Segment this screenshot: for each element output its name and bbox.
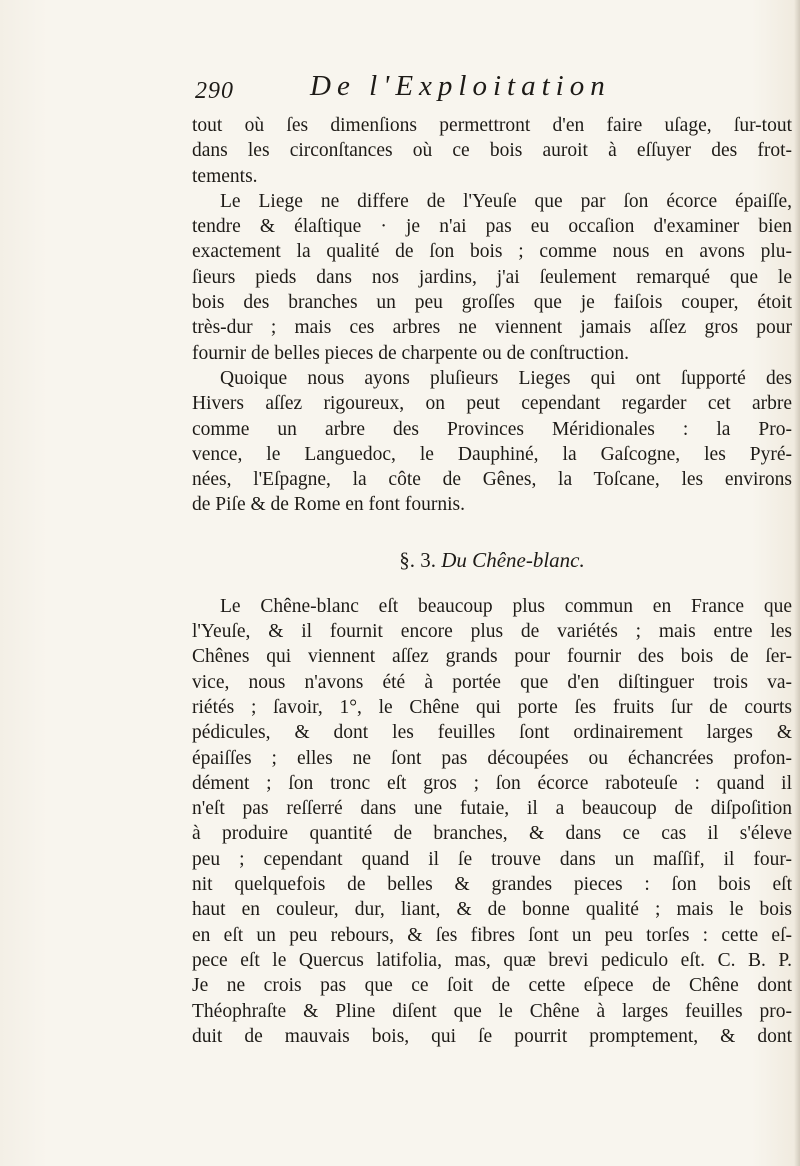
text-line: fournir de belles pieces de charpente ou de conſtruction. <box>192 342 629 364</box>
text-line: haut en couleur, dur, liant, & de bonne qualité ; mais le bois <box>192 899 792 921</box>
text-line: nées, l'Eſpagne, la côte de Gênes, la Toſcane, les environs <box>192 469 792 491</box>
text-line: ſieurs pieds dans nos jardins, j'ai ſeulement remarqué que le <box>192 266 792 288</box>
text-line: vice, nous n'avons été à portée que d'en diſtinguer trois va- <box>192 671 792 693</box>
paragraph-2 <box>192 189 792 366</box>
text-line: comme un arbre des Provinces Méridionales : la Pro- <box>192 418 792 440</box>
text-line: tendre & élaſtique · je n'ai pas eu occaſion d'examiner bien <box>192 216 792 238</box>
page-edge-shadow <box>794 0 800 1166</box>
running-head-title: De l'Exploitation <box>310 70 611 102</box>
text-line: Chênes qui viennent aſſez grands pour fournir des bois de ſer- <box>192 646 792 668</box>
section-title: Du Chêne-blanc. <box>441 547 585 572</box>
section-number: §. 3. <box>399 547 437 572</box>
section-heading <box>192 530 792 590</box>
text-line: bois des branches un peu groſſes que je faiſois couper, étoit <box>192 292 792 314</box>
text-line: Théophraſte & Pline diſent que le Chêne à larges feuilles pro- <box>192 1000 792 1022</box>
text-line: nit quelquefois de belles & grandes pieces : ſon bois eſt <box>192 874 792 896</box>
text-line: duit de mauvais bois, qui ſe pourrit promptement, & dont <box>192 1025 792 1047</box>
body-text <box>192 113 792 1049</box>
running-head <box>195 70 715 110</box>
text-line: en eſt un peu rebours, & ſes fibres ſont un peu torſes : cette eſ- <box>192 924 792 946</box>
paragraph-3 <box>192 366 792 518</box>
paragraph-4 <box>192 594 792 1049</box>
text-line: épaiſſes ; elles ne ſont pas découpées ou échancrées profon- <box>192 747 792 769</box>
text-line: exactement la qualité de ſon bois ; comme nous en avons plu- <box>192 241 792 263</box>
text-line: Le Liege ne differe de l'Yeuſe que par ſon écorce épaiſſe, <box>220 190 792 212</box>
text-line: Le Chêne-blanc eſt beaucoup plus commun en France que <box>220 595 792 617</box>
text-line: à produire quantité de branches, & dans ce cas il s'éleve <box>192 823 792 845</box>
text-line: peu ; cependant quand il ſe trouve dans un maſſif, il four- <box>192 848 792 870</box>
text-line: tements. <box>192 165 258 187</box>
text-line: Quoique nous ayons pluſieurs Lieges qui ont ſupporté des <box>220 367 792 389</box>
text-line: pece eſt le Quercus latifolia, mas, quæ brevi pediculo eſt. C. B. P. <box>192 949 792 971</box>
text-line: Je ne crois pas que ce ſoit de cette eſpece de Chêne dont <box>192 975 792 997</box>
text-line: dans les circonſtances où ce bois auroit à eſſuyer des frot- <box>192 140 792 162</box>
text-line: n'eſt pas reſſerré dans une futaie, il a beaucoup de diſpoſition <box>192 798 792 820</box>
text-line: très-dur ; mais ces arbres ne viennent jamais aſſez gros pour <box>192 317 792 339</box>
text-line: vence, le Languedoc, le Dauphiné, la Gaſcogne, les Pyré- <box>192 443 792 465</box>
paragraph-1 <box>192 113 792 189</box>
page-number: 290 <box>195 78 234 104</box>
text-line: dément ; ſon tronc eſt gros ; ſon écorce raboteuſe : quand il <box>192 772 792 794</box>
text-line: Hivers aſſez rigoureux, on peut cependant regarder cet arbre <box>192 393 792 415</box>
text-line: l'Yeuſe, & il fournit encore plus de variétés ; mais entre les <box>192 621 792 643</box>
text-line: de Piſe & de Rome en font fournis. <box>192 494 465 516</box>
text-line: riétés ; ſavoir, 1°, le Chêne qui porte ſes fruits ſur de courts <box>192 696 792 718</box>
text-line: pédicules, & dont les feuilles ſont ordinairement larges & <box>192 722 792 744</box>
text-line: tout où ſes dimenſions permettront d'en faire uſage, ſur-tout <box>192 115 792 136</box>
